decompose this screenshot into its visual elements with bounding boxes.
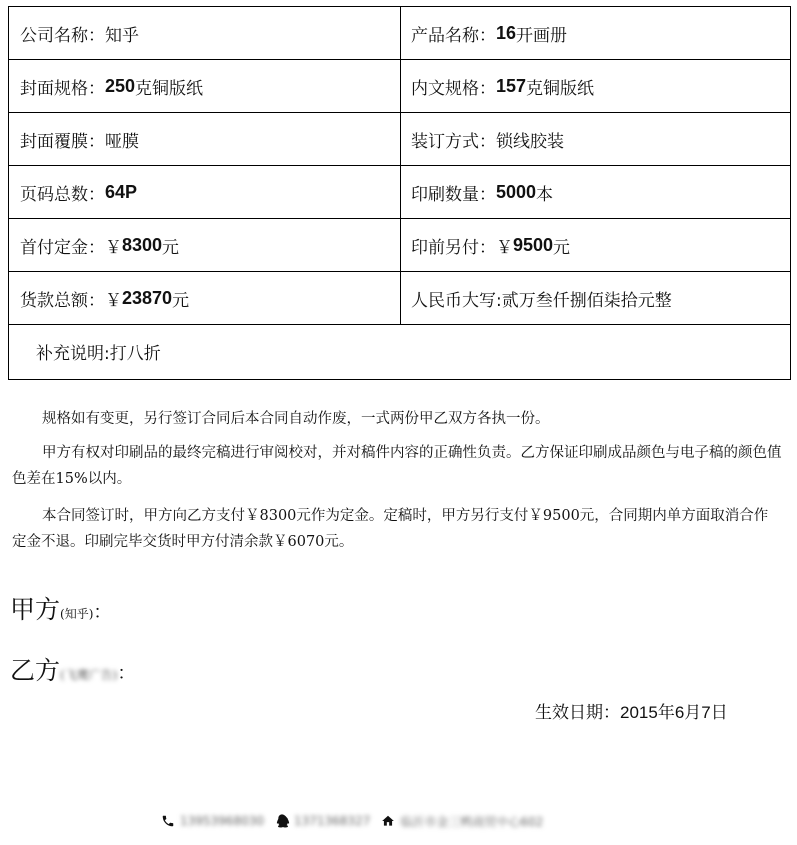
- party-b-colon: ：: [117, 663, 136, 684]
- table-cell: [401, 113, 790, 165]
- effective-date: [535, 698, 728, 723]
- cell-number: 16: [496, 22, 517, 43]
- cell-label: 内文规格：: [411, 78, 496, 99]
- cell-label: 印刷数量：: [411, 184, 496, 205]
- currency-sign: ￥: [105, 237, 122, 258]
- cell-value: 克铜版纸: [526, 78, 595, 99]
- table-row: [9, 325, 790, 377]
- table-row: [9, 7, 790, 60]
- cell-label: 印前另付：: [411, 237, 496, 258]
- terms-paragraph: [12, 406, 782, 432]
- cell-number: 157: [496, 75, 527, 96]
- contact-footer: [160, 810, 553, 832]
- table-row: [9, 166, 790, 219]
- cell-label: 产品名称：: [411, 25, 496, 46]
- table-cell: [401, 7, 790, 59]
- cell-number: 23870: [122, 287, 173, 308]
- cell-label: 封面覆膜：: [20, 131, 105, 152]
- cell-value: 开画册: [516, 25, 568, 46]
- effective-date-label: 生效日期：: [535, 703, 620, 723]
- table-row: [9, 272, 790, 325]
- table-cell: [9, 7, 401, 59]
- terms-text-1: 规格如有变更，另行签订合同后本合同自动作废，一式两份甲乙双方各执一份。: [42, 411, 550, 427]
- terms-text-3: 本合同签订时，甲方向乙方支付￥8300元作为定金。定稿时，甲方另行支付￥9500元，合同期内单方面取消合作定金不退。印刷完毕交货时甲方付清余款￥6070元。: [12, 508, 769, 550]
- terms-paragraph: [12, 503, 782, 555]
- party-a-colon: ：: [93, 602, 112, 623]
- cell-label: 封面规格：: [20, 78, 105, 99]
- table-cell: [9, 60, 401, 112]
- phone-icon: [160, 813, 176, 829]
- qq-penguin-icon: [274, 813, 290, 829]
- cell-value: 知乎: [105, 25, 139, 46]
- cell-value: 锁线胶装: [496, 131, 564, 152]
- spec-table: [8, 6, 791, 380]
- party-b-label: 乙方: [10, 656, 61, 685]
- terms-text-2: 甲方有权对印刷品的最终完稿进行审阅校对，并对稿件内容的正确性负责。乙方保证印刷成品颜色与电子稿的颜色值色差在15%以内。: [12, 445, 782, 487]
- table-cell: [9, 219, 401, 271]
- terms-paragraph: [12, 440, 782, 492]
- table-cell: [9, 166, 401, 218]
- table-cell: [401, 166, 790, 218]
- cell-number: 64P: [105, 181, 138, 202]
- table-cell: [401, 219, 790, 271]
- footer-phone: 13953968030: [180, 814, 264, 828]
- table-row: [9, 60, 790, 113]
- cell-label: 人民币大写:: [411, 290, 502, 311]
- party-b: [10, 651, 135, 687]
- table-cell: [401, 272, 790, 324]
- table-cell: [9, 113, 401, 165]
- cell-value: 元: [162, 237, 180, 258]
- cell-label: 首付定金：: [20, 237, 105, 258]
- cell-label: 货款总额：: [20, 290, 105, 311]
- cell-number: 9500: [513, 234, 554, 255]
- party-a-label: 甲方: [10, 595, 61, 624]
- party-a: [10, 590, 111, 626]
- cell-number: 250: [105, 75, 136, 96]
- cell-value: 本: [536, 184, 554, 205]
- cell-label: 装订方式：: [411, 131, 496, 152]
- effective-date-value: 2015年6月7日: [620, 703, 728, 722]
- table-row: [9, 219, 790, 272]
- cell-value: 元: [553, 237, 571, 258]
- supplementary-note: 补充说明:打八折: [36, 343, 161, 364]
- footer-address: 临沂市金三鸭商贸中心602: [400, 814, 544, 829]
- cell-value: 哑膜: [105, 131, 139, 152]
- footer-qq: 1371368327: [293, 814, 371, 828]
- table-cell: [401, 60, 790, 112]
- home-icon: [380, 813, 396, 829]
- table-row: [9, 113, 790, 166]
- note-cell: [9, 325, 790, 377]
- cell-number: 8300: [122, 234, 163, 255]
- party-b-name: (飞鹰广告): [60, 668, 118, 682]
- currency-sign: ￥: [105, 290, 122, 311]
- party-a-name: (知乎): [60, 607, 94, 621]
- table-cell: [9, 272, 401, 324]
- cell-value: 克铜版纸: [135, 78, 204, 99]
- cell-label: 页码总数：: [20, 184, 105, 205]
- currency-sign: ￥: [496, 237, 513, 258]
- cell-value: 贰万叁仟捌佰柒拾元整: [501, 290, 672, 311]
- cell-number: 5000: [496, 181, 537, 202]
- cell-label: 公司名称：: [20, 25, 105, 46]
- cell-value: 元: [172, 290, 190, 311]
